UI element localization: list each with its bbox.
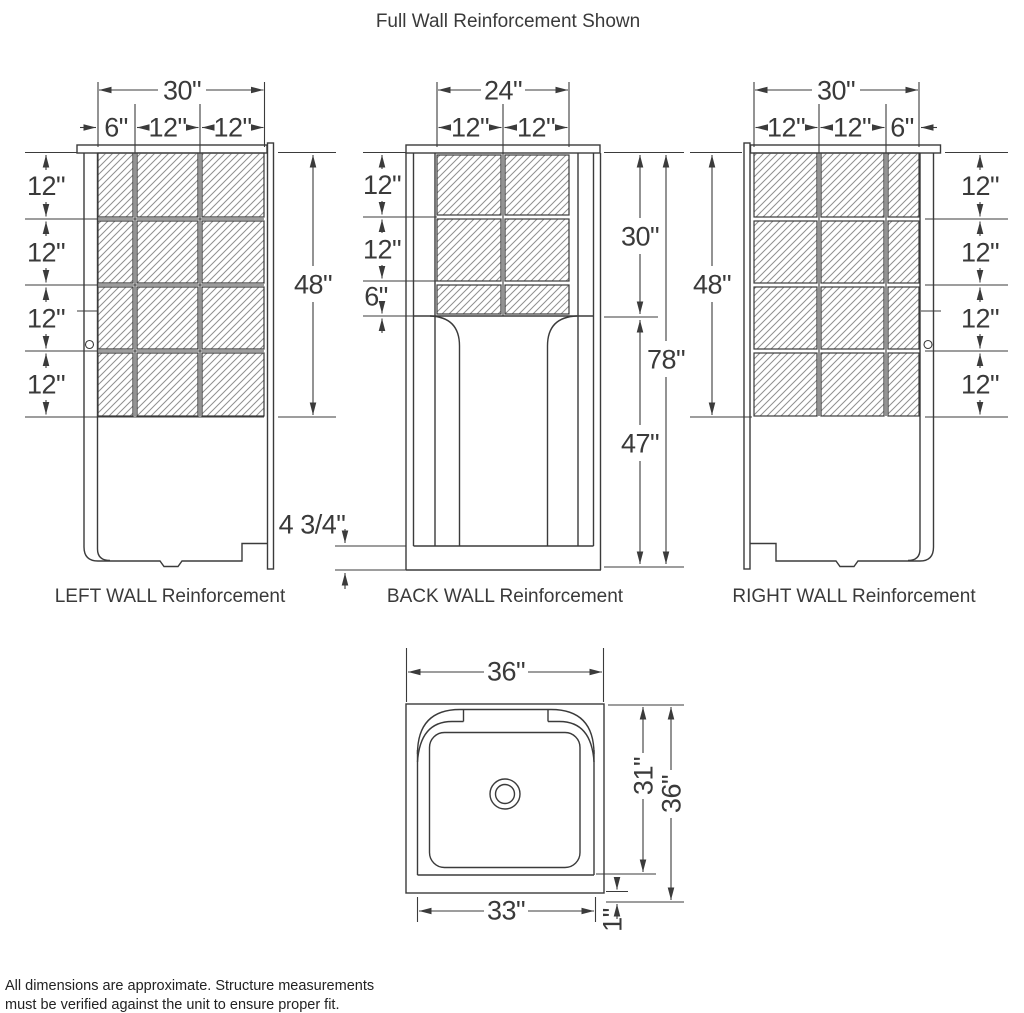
dim-left-wall-seg-2: 12": [148, 112, 187, 143]
dim-left-wall-seg-1: 6": [104, 112, 128, 143]
dim-right-wall-row-1: 12": [960, 170, 1000, 201]
right-wall-label: RIGHT WALL Reinforcement: [732, 586, 976, 607]
dim-left-wall-top-total: 30": [162, 75, 202, 106]
base-plan-diagram: [406, 648, 686, 932]
right-wall-diagram: [690, 75, 1008, 607]
dim-left-wall-row-1: 12": [26, 170, 66, 201]
dim-back-wall-reinforcement-height: 30": [620, 221, 660, 252]
dim-left-wall-height: 48": [293, 269, 333, 300]
dim-back-wall-lower-height: 47": [620, 428, 660, 459]
drain-outer-ring: [490, 779, 520, 809]
dim-back-wall-seg-1: 12": [450, 112, 490, 143]
dim-back-wall-base-lip: 4 3/4": [278, 509, 346, 540]
dim-left-wall-row-3: 12": [26, 303, 66, 334]
dim-back-wall-top-total: 24": [483, 75, 523, 106]
dim-right-wall-row-3: 12": [960, 303, 1000, 334]
dim-left-wall-seg-3: 12": [213, 112, 252, 143]
back-wall-diagram: [279, 75, 685, 607]
page-title: Full Wall Reinforcement Shown: [375, 11, 641, 32]
dim-left-wall-row-2: 12": [26, 237, 66, 268]
right-wall-hole: [924, 341, 932, 349]
back-wall-label: BACK WALL Reinforcement: [386, 586, 624, 607]
dim-back-wall-row-2: 12": [362, 234, 402, 265]
base-plan-outline: [406, 704, 604, 893]
dim-right-wall-seg-2: 12": [832, 112, 872, 143]
dim-right-wall-row-4: 12": [960, 369, 1000, 400]
dim-right-wall-seg-3: 6": [890, 112, 914, 143]
left-wall-hole: [86, 341, 94, 349]
dim-base-overall-depth: 36": [656, 774, 687, 814]
dim-left-wall-row-4: 12": [26, 369, 66, 400]
dim-right-wall-seg-1: 12": [766, 112, 806, 143]
footnote: [5, 978, 374, 1013]
dim-back-wall-seg-2: 12": [516, 112, 556, 143]
dim-base-overall-width: 36": [486, 656, 526, 687]
dim-right-wall-row-2: 12": [960, 237, 1000, 268]
left-wall-label: LEFT WALL Reinforcement: [54, 586, 286, 607]
drain-inner-ring: [496, 785, 515, 804]
right-wall-hatch-grid: [754, 153, 919, 416]
dim-back-wall-row-3: 6": [364, 281, 388, 312]
dim-back-wall-row-1: 12": [362, 169, 402, 200]
dim-back-wall-overall-height: 78": [646, 344, 686, 375]
dim-base-front-lip: 1": [597, 908, 628, 932]
dim-right-wall-height: 48": [692, 269, 732, 300]
base-plan-dimensions: [407, 648, 687, 932]
dim-base-inner-depth: 31": [628, 756, 659, 796]
dim-right-wall-top-total: 30": [816, 75, 856, 106]
footnote-line-1: All dimensions are approximate. Structure measurements: [5, 978, 375, 994]
footnote-line-2: must be verified against the unit to ensure proper fit.: [5, 997, 340, 1013]
dim-base-inner-width: 33": [486, 895, 526, 926]
